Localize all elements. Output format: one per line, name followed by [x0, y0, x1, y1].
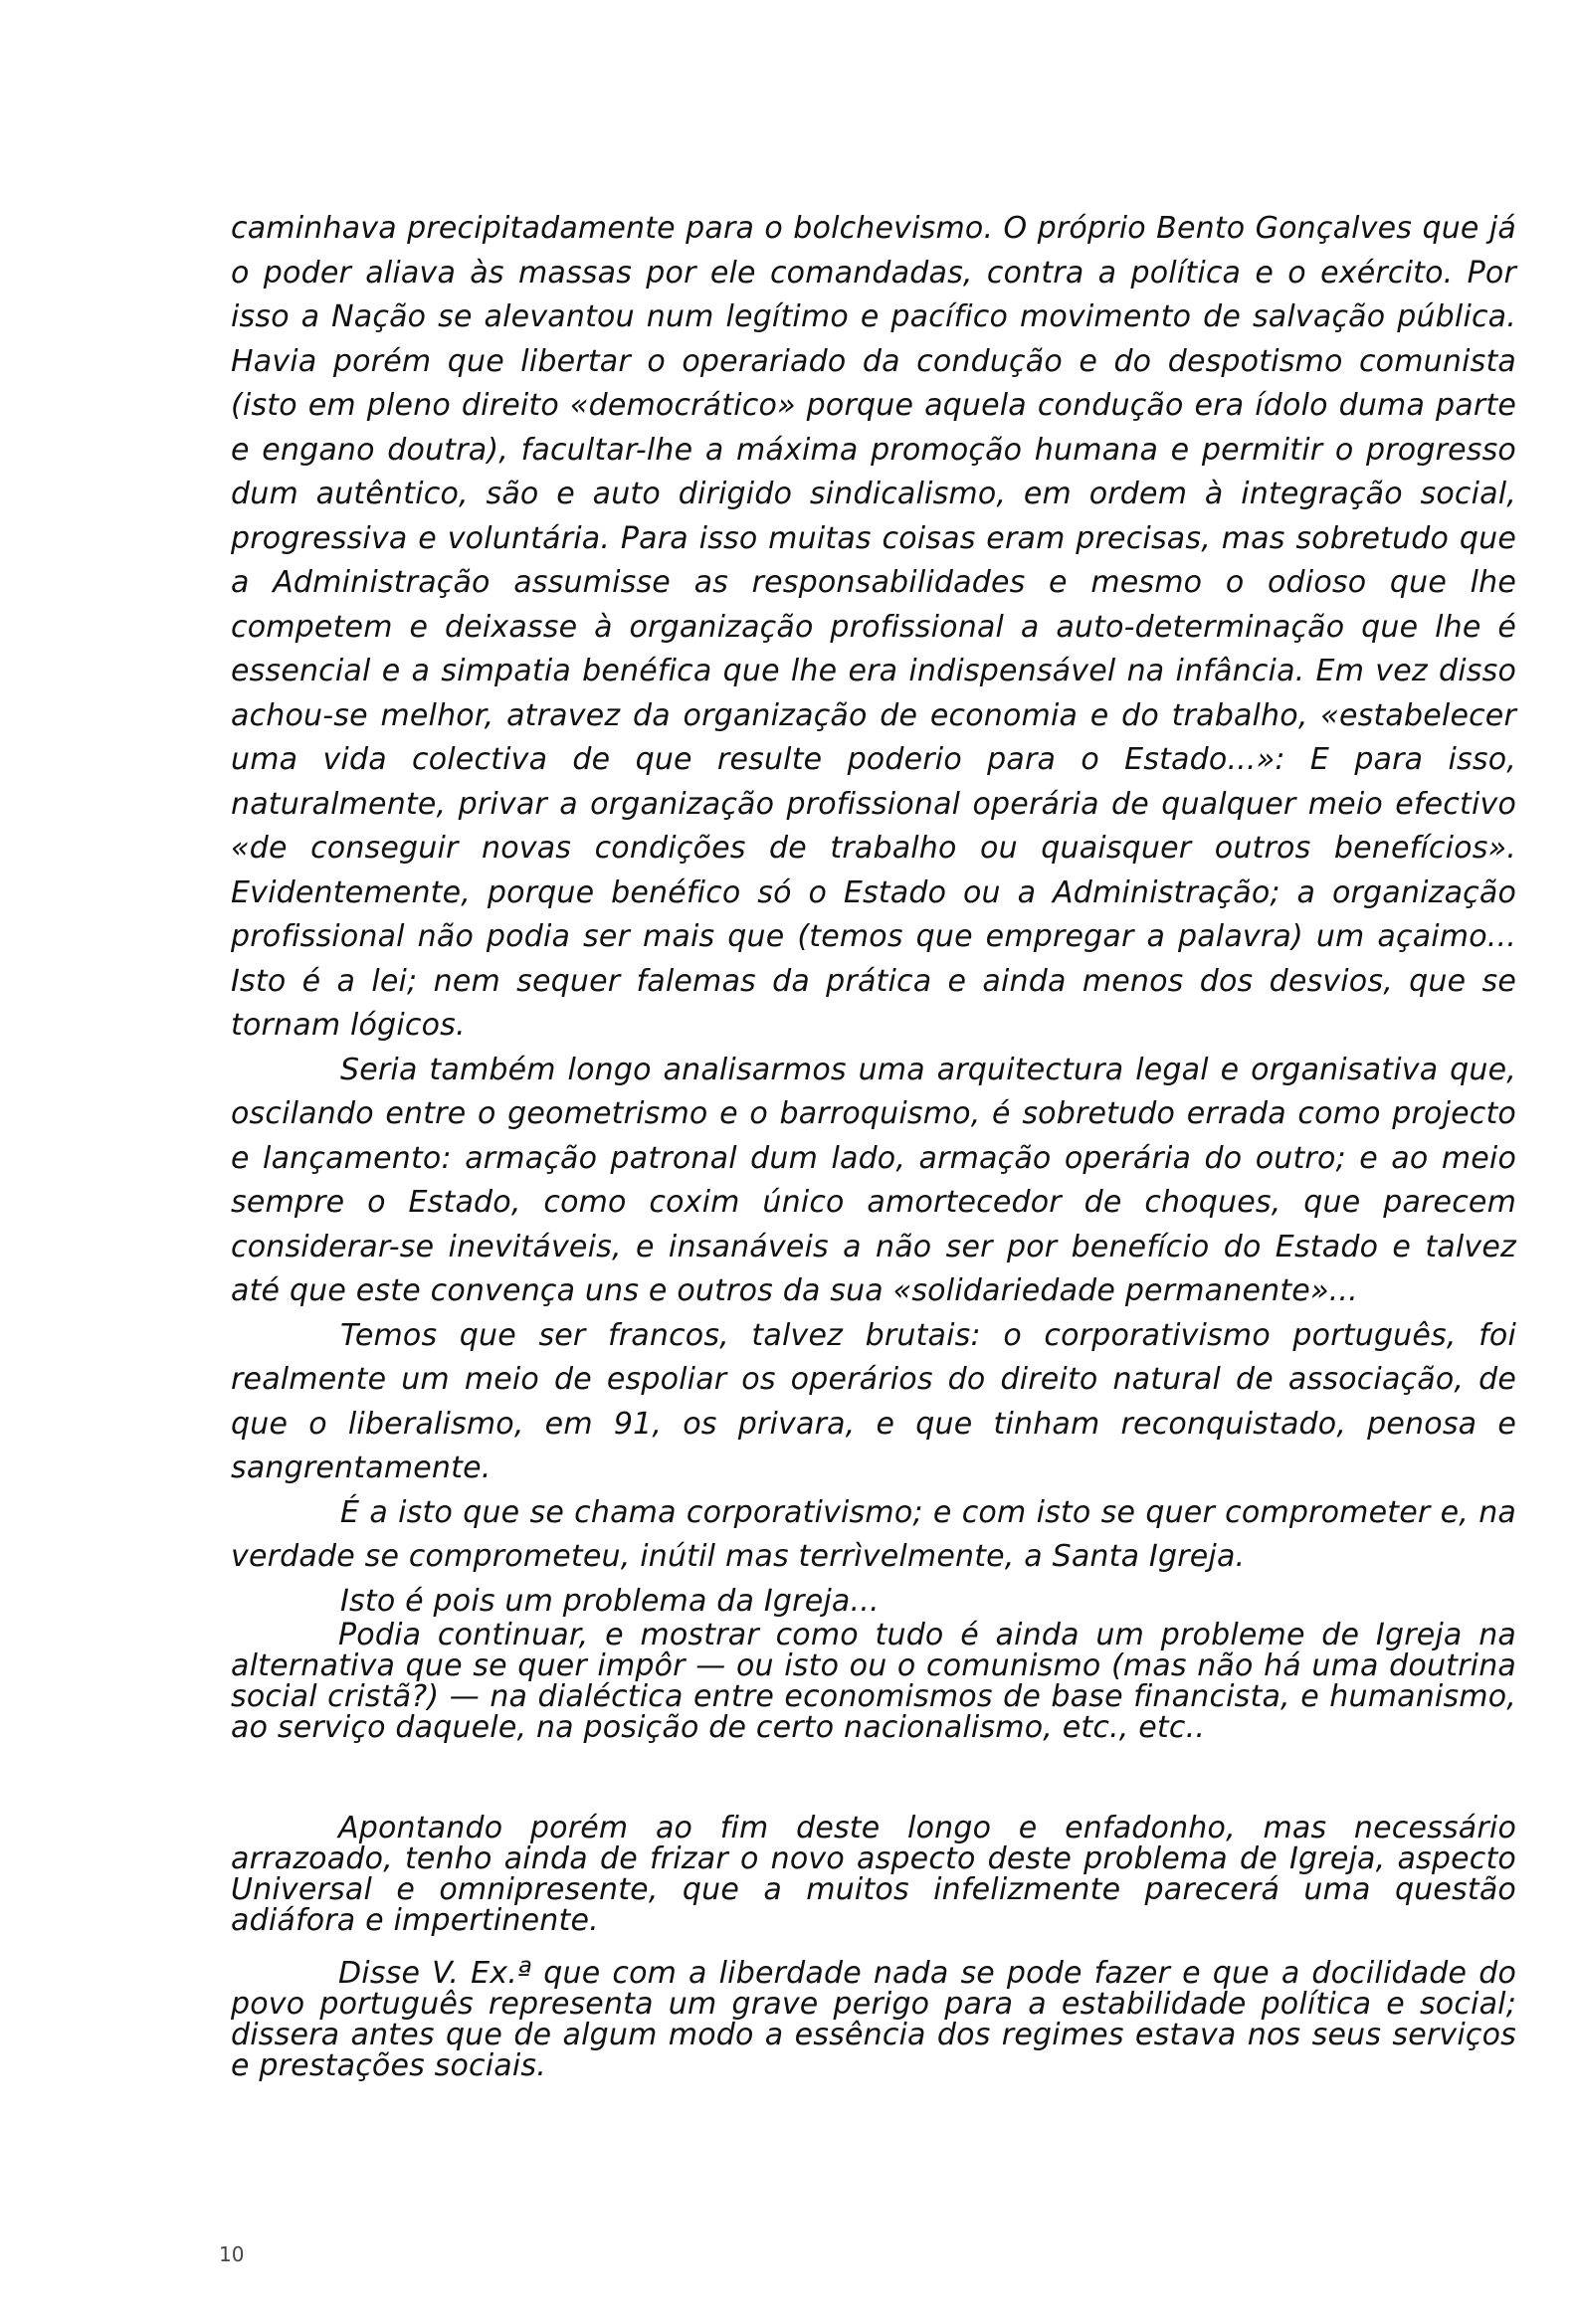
continuation-text-section: [231, 1620, 1516, 1743]
paragraph: Temos que ser francos, talvez brutais: o corporativismo português, foi realmente um meio de espoliar os operários do direito natural de associação, de que o liberalismo, em 91, os privara, e que tinham reconquistado, penosa e sangrentamente.: [231, 1317, 1516, 1485]
paragraph: caminhava precipitadamente para o bolchevismo. O próprio Bento Gonçalves que já o poder aliava às massas por ele comandadas, contra a política e o exército. Por isso a Nação se alevantou num legítimo e pacífico movimento de salvação pública. Havia porém que libertar o operariado da condução e do despotismo comunista (isto em pleno direito «democrático» porque aquela condução era ídolo duma parte e engano doutra), facultar-lhe a máxima promoção humana e permitir o progresso dum autêntico, são e auto dirigido sindicalismo, em ordem à integração social, progressiva e voluntária. Para isso muitas coisas eram precisas, mas sobretudo que a Administração assumisse as responsabilidades e mesmo o odioso que lhe competem e deixasse à organização profissional a auto-determinação que lhe é essencial e a simpatia benéfica que lhe era indispensável na infância. Em vez disso achou-se melhor, atravez da organização de economia e do trabalho, «estabelecer uma vida colectiva de que resulte poderio para o Estado...»: E para isso, naturalmente, privar a organização profissional operária de qualquer meio efectivo «de conseguir novas condições de trabalho ou quaisquer outros benefícios». Evidentemente, porque benéfico só o Estado ou a Administração; a organização profissional não podia ser mais que (temos que empregar a palavra) um açaimo... Isto é a lei; nem sequer falemas da prática e ainda menos dos desvios, que se tornam lógicos.: [231, 211, 1516, 1043]
paragraph: É a isto que se chama corporativismo; e com isto se quer comprometer e, na verdade se comprometeu, inútil mas terrìvelmente, a Santa Igreja.: [231, 1494, 1516, 1574]
paragraph: Apontando porém ao fim deste longo e enfadonho, mas necessário arrazoado, tenho ainda de frizar o novo aspecto deste problema de Igreja, aspecto Universal e omnipresente, que a muitos infelizmente parecerá uma questão adiáfora e impertinente.: [231, 1811, 1516, 1938]
paragraph: Disse V. Ex.ª que com a liberdade nada se pode fazer e que a docilidade do povo português representa um grave perigo para a estabilidade política e social; dissera antes que de algum modo a essência dos regimes estava nos seus serviços e prestações sociais.: [231, 1956, 1516, 2083]
main-text-section: [231, 207, 1516, 1624]
paragraph: Podia continuar, e mostrar como tudo é ainda um probleme de Igreja na alternativa que se quer impôr — ou isto ou o comunismo (mas não há uma doutrina social cristã?) — na dialéctica entre economismos de base financista, e humanismo, ao serviço daquele, na posição de certo nacionalismo, etc., etc..: [231, 1618, 1516, 1745]
page-number: 10: [219, 2242, 245, 2266]
closing-text-section: [231, 1813, 1516, 2081]
paragraph: Isto é pois um problema da Igreja...: [340, 1583, 880, 1619]
paragraph: Seria também longo analisarmos uma arquitectura legal e organisativa que, oscilando entre o geometrismo e o barroquismo, é sobretudo errada como projecto e lançamento: armação patronal dum lado, armação operária do outro; e ao meio sempre o Estado, como coxim único amortecedor de choques, que parecem considerar-se inevitáveis, e insanáveis a não ser por benefício do Estado e talvez até que este convença uns e outros da sua «solidariedade permanente»...: [231, 1052, 1516, 1308]
